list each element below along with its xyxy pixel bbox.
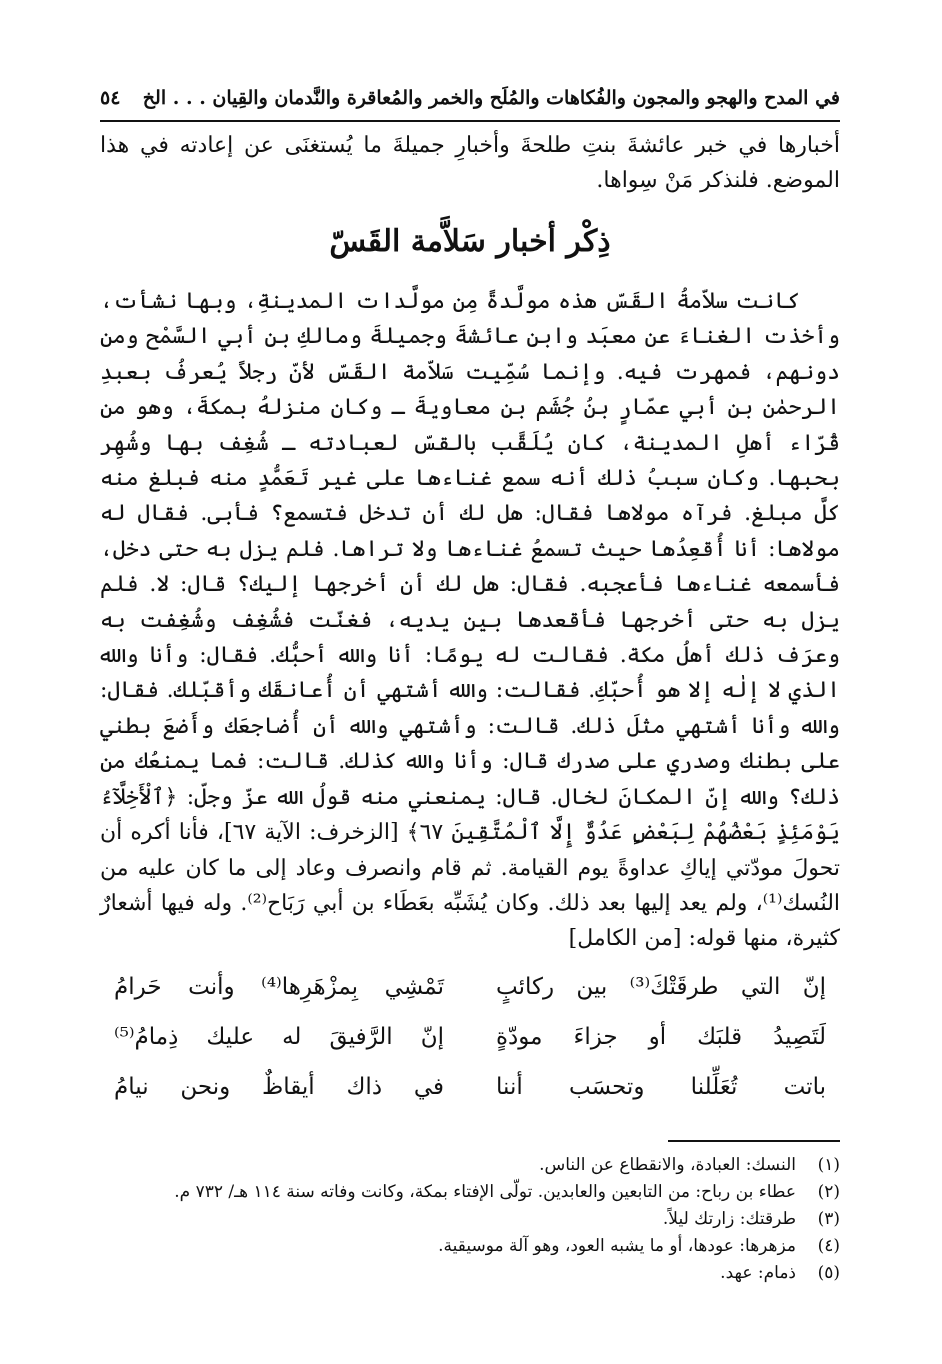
footnote-rule: [668, 1140, 840, 1142]
poem-verse: [100, 1062, 840, 1112]
verse-second-hemistich: في ذاك أيقاظٌ ونحن نيامُ: [114, 1074, 444, 1100]
footnote-number: (٥): [817, 1263, 840, 1283]
poem: [100, 962, 840, 1112]
header-rule: [100, 120, 840, 122]
footnote: [100, 1233, 840, 1260]
footnote-number: (٢): [817, 1182, 840, 1202]
footnote-text: مزهرها: عودها، أو ما يشبه العود، وهو آلة موسيقية.: [438, 1236, 796, 1256]
running-title: في المدح والهجو والمجون والفُكاهات والمُلَح والخمر والمُعاقرة والنَّدمان والقِيان . . . الخ: [142, 87, 840, 109]
footnote: [100, 1260, 840, 1287]
poem-verse: [100, 962, 840, 1012]
verse-second-hemistich: تَمْشِي بِمزْهَرِها⁽⁴⁾ وأنت حَرامُ: [114, 974, 444, 1000]
poem-verse: [100, 1012, 840, 1062]
footnote-text: النسك: العبادة، والانقطاع عن الناس.: [539, 1155, 796, 1175]
footnote-number: (١): [817, 1155, 840, 1175]
intro-paragraph: أخبارها في خبر عائشةَ بنتِ طلحةَ وأخبارِ جميلةَ ما يُستغنَى عن إعادته في هذا الموضع. فلنذكر مَنْ سِواها.: [100, 133, 840, 194]
footnote-number: (٣): [817, 1209, 840, 1229]
footnote-number: (٤): [817, 1236, 840, 1256]
footnote-text: عطاء بن رباح: من التابعين والعابدين. تولّى الإفتاء بمكة، وكانت وفاته سنة ١١٤ هـ/ ٧٣٢ م.: [174, 1182, 796, 1202]
section-heading: ذِكْر أخبار سَلاَّمة القَسّ: [329, 224, 611, 259]
verse-first-hemistich: إنّ التي طرقَتْكَ⁽³⁾ بين ركائبٍ: [496, 974, 826, 1000]
footnote-text: ذمام: عهد.: [720, 1263, 796, 1283]
footnote: [100, 1152, 840, 1179]
verse-first-hemistich: لَتَصِيدُ قلبَك أو جزاءَ مودّةٍ: [496, 1024, 826, 1050]
verse-first-hemistich: باتت تُعَلِّلنا وتحسَب أننا: [496, 1074, 826, 1100]
footnotes: [100, 1152, 840, 1287]
page-number: ٥٤: [100, 87, 121, 109]
footnote: [100, 1179, 840, 1206]
running-header: [100, 78, 840, 118]
footnote-text: طرقتك: زارتك ليلاً.: [662, 1209, 796, 1229]
verse-second-hemistich: إنّ الرَّفيقَ له عليك ذِمامُ⁽⁵⁾: [114, 1024, 444, 1050]
footnote: [100, 1206, 840, 1233]
main-paragraph: كانت سلاّمةُ القَسّ هذه مولَّدةً مِن مولَّدات المدينةِ، وبها نشأت، وأخذت الغناءَ عن معبَد وابنِ عائشةَ وجميلةَ ومالكِ بنِ أبي السَّمْح ومن دونهم، فمهرت فيه. وإنما سُمِّيت سَلاّمة القَسّ لأنّ رجلاً يُعرفُ بعبدِ الرحمٰن بنِ أبي عمّارٍ بنُ جُشَم بنِ معاويةَ ـ وكان منزلهُ بمكةَ، وهو من قُرّاء أهلِ المدينة، كان يُلَقَّب بالقسّ لعبادته ـ شُغِف بها وشُهِر بحبها. وكان سببُ ذلك أنه سمع غناءها على غير تَعَمُّدٍ منه فبلغ منه كلَّ مبلغ. فرآه مولاها فقال: هل لك أن تدخل فتسمع؟ فأبى. فقال له مولاها: أنا أُقعِدُها حيث تسمعُ غناءها ولا تراها. فلم يزل به حتى دخل، فأسمعه غناءها فأعجبه. فقال: هل لك أن أخرجها إليك؟ قال: لا. فلم يزل به حتى أخرجها فأقعدها بين يديه، فغنّت فشُغِف وشُغِفت به وعرَف ذلك أهلُ مكة. فقالت له يومًا: أنا والله أحبُّك. فقال: وأنا والله الذي لا إلٰه إلا هو أُحبّكِ. فقالت: والله أشتهي أن أُعانقَك وأقبّلك. فقال: والله وأنا أشتهي مثلَ ذلك. قالت: وأشتهي والله أن أُضاجعَك وأَضعَ بطني على بطنك وصدري على صدرك قال: وأنا والله كذلك. قالت: فما يمنعُك من ذلك؟ والله إنّ المكانَ لخال. قال: يمنعني منه قولُ الله عزّ وجلّ: ﴿ٱلْأَخِلَّآءُ يَوْمَئِذٍ بَعْضُهُمْ لِبَعْضٍ عَدُوٌّ إِلَّا ٱلْمُتَّقِينَ ٦٧﴾ [الزخرف: الآية ٦٧]، فأنا أكره أن تحولَ مودّتي إياكِ عداوةً يوم القيامة. ثم قام وانصرف وعاد إلى ما كان عليه من النُسك⁽¹⁾، ولم يعد إليها بعد ذلك. وكان يُشَبِّه بعَطَاء بن أبي رَبَاح⁽²⁾. وله فيها أشعارٌ كثيرة، منها قوله: [من الكامل]: [100, 289, 841, 952]
